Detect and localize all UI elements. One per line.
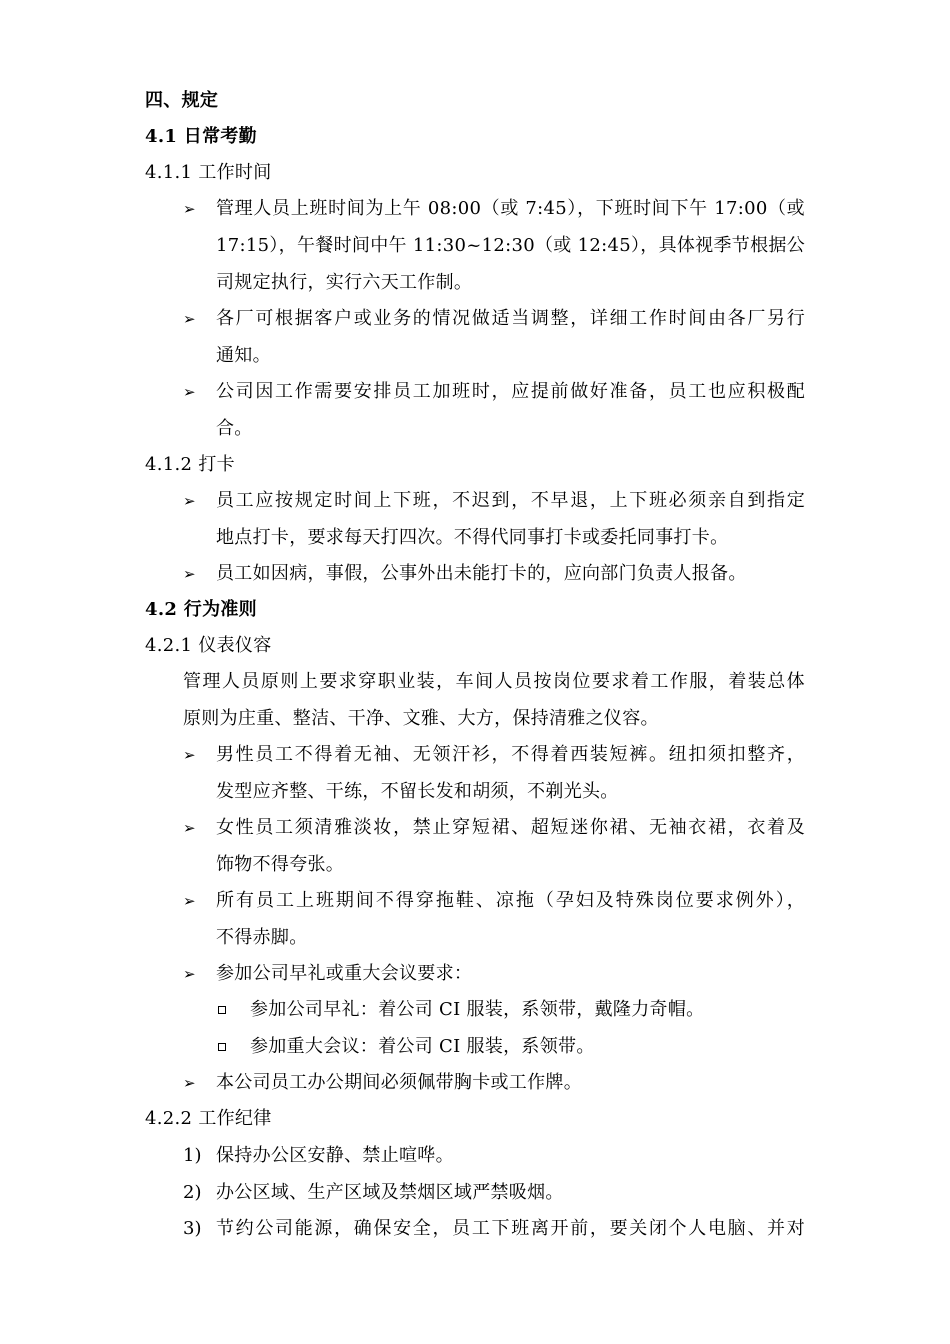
paragraph-line: 参加重大会议：着公司 CI 服装，系领带。 [250,1036,595,1057]
paragraph-line: 男性员工不得着无袖、无领汗衫，不得着西装短裤。纽扣须扣整齐， [216,744,805,765]
paragraph-line: 保持办公区安静、禁止喧哗。 [216,1145,454,1166]
list-number: 2) [183,1182,202,1203]
arrow-bullet-icon: ➢ [183,565,196,583]
arrow-bullet-icon: ➢ [183,892,196,910]
arrow-bullet-icon: ➢ [183,819,196,837]
arrow-bullet-icon: ➢ [183,746,196,764]
subsubsection-heading: 4.2.2 工作纪律 [145,1108,272,1129]
paragraph-line: 员工如因病，事假，公事外出未能打卡的，应向部门负责人报备。 [216,563,747,584]
paragraph-line: 员工应按规定时间上下班，不迟到，不早退，上下班必须亲自到指定 [216,490,805,511]
paragraph-line: 管理人员原则上要求穿职业装，车间人员按岗位要求着工作服，着装总体 [183,671,805,692]
list-number: 1) [183,1145,202,1166]
paragraph-line: 发型应齐整、干练，不留长发和胡须，不剃光头。 [216,781,619,802]
square-bullet-icon [218,1043,226,1051]
arrow-bullet-icon: ➢ [183,200,196,218]
arrow-bullet-icon: ➢ [183,310,196,328]
paragraph-line: 原则为庄重、整洁、干净、文雅、大方，保持清雅之仪容。 [183,708,659,729]
subsubsection-heading: 4.2.1 仪表仪容 [145,635,272,656]
paragraph-line: 女性员工须清雅淡妆，禁止穿短裙、超短迷你裙、无袖衣裙，衣着及 [216,817,805,838]
paragraph-line: 办公区域、生产区域及禁烟区域严禁吸烟。 [216,1182,564,1203]
paragraph-line: 所有员工上班期间不得穿拖鞋、凉拖（孕妇及特殊岗位要求例外）， [216,890,805,911]
arrow-bullet-icon: ➢ [183,1074,196,1092]
subsection-heading: 4.2 行为准则 [145,599,257,620]
paragraph-line: 本公司员工办公期间必须佩带胸卡或工作牌。 [216,1072,582,1093]
paragraph-line: 通知。 [216,345,271,366]
paragraph-line: 参加公司早礼：着公司 CI 服装，系领带，戴隆力奇帽。 [250,999,705,1020]
square-bullet-icon [218,1006,226,1014]
paragraph-line: 节约公司能源，确保安全，员工下班离开前，要关闭个人电脑、并对 [216,1218,805,1239]
paragraph-line: 不得赤脚。 [216,927,308,948]
paragraph-line: 地点打卡，要求每天打四次。不得代同事打卡或委托同事打卡。 [216,527,729,548]
subsubsection-heading: 4.1.2 打卡 [145,454,235,475]
subsection-heading: 4.1 日常考勤 [145,126,257,147]
arrow-bullet-icon: ➢ [183,965,196,983]
paragraph-line: 参加公司早礼或重大会议要求： [216,963,473,984]
paragraph-line: 饰物不得夸张。 [216,854,345,875]
paragraph-line: 公司因工作需要安排员工加班时，应提前做好准备，员工也应积极配 [216,381,805,402]
list-number: 3) [183,1218,202,1239]
paragraph-line: 各厂可根据客户或业务的情况做适当调整，详细工作时间由各厂另行 [216,308,805,329]
arrow-bullet-icon: ➢ [183,492,196,510]
subsubsection-heading: 4.1.1 工作时间 [145,162,272,183]
section-heading: 四、规定 [145,90,219,111]
paragraph-line: 管理人员上班时间为上午 08:00（或 7:45），下班时间下午 17:00（或 [216,198,805,219]
paragraph-line: 17:15），午餐时间中午 11:30~12:30（或 12:45），具体视季节根据公 [216,235,805,256]
paragraph-line: 司规定执行，实行六天工作制。 [216,272,473,293]
paragraph-line: 合。 [216,418,253,439]
arrow-bullet-icon: ➢ [183,383,196,401]
